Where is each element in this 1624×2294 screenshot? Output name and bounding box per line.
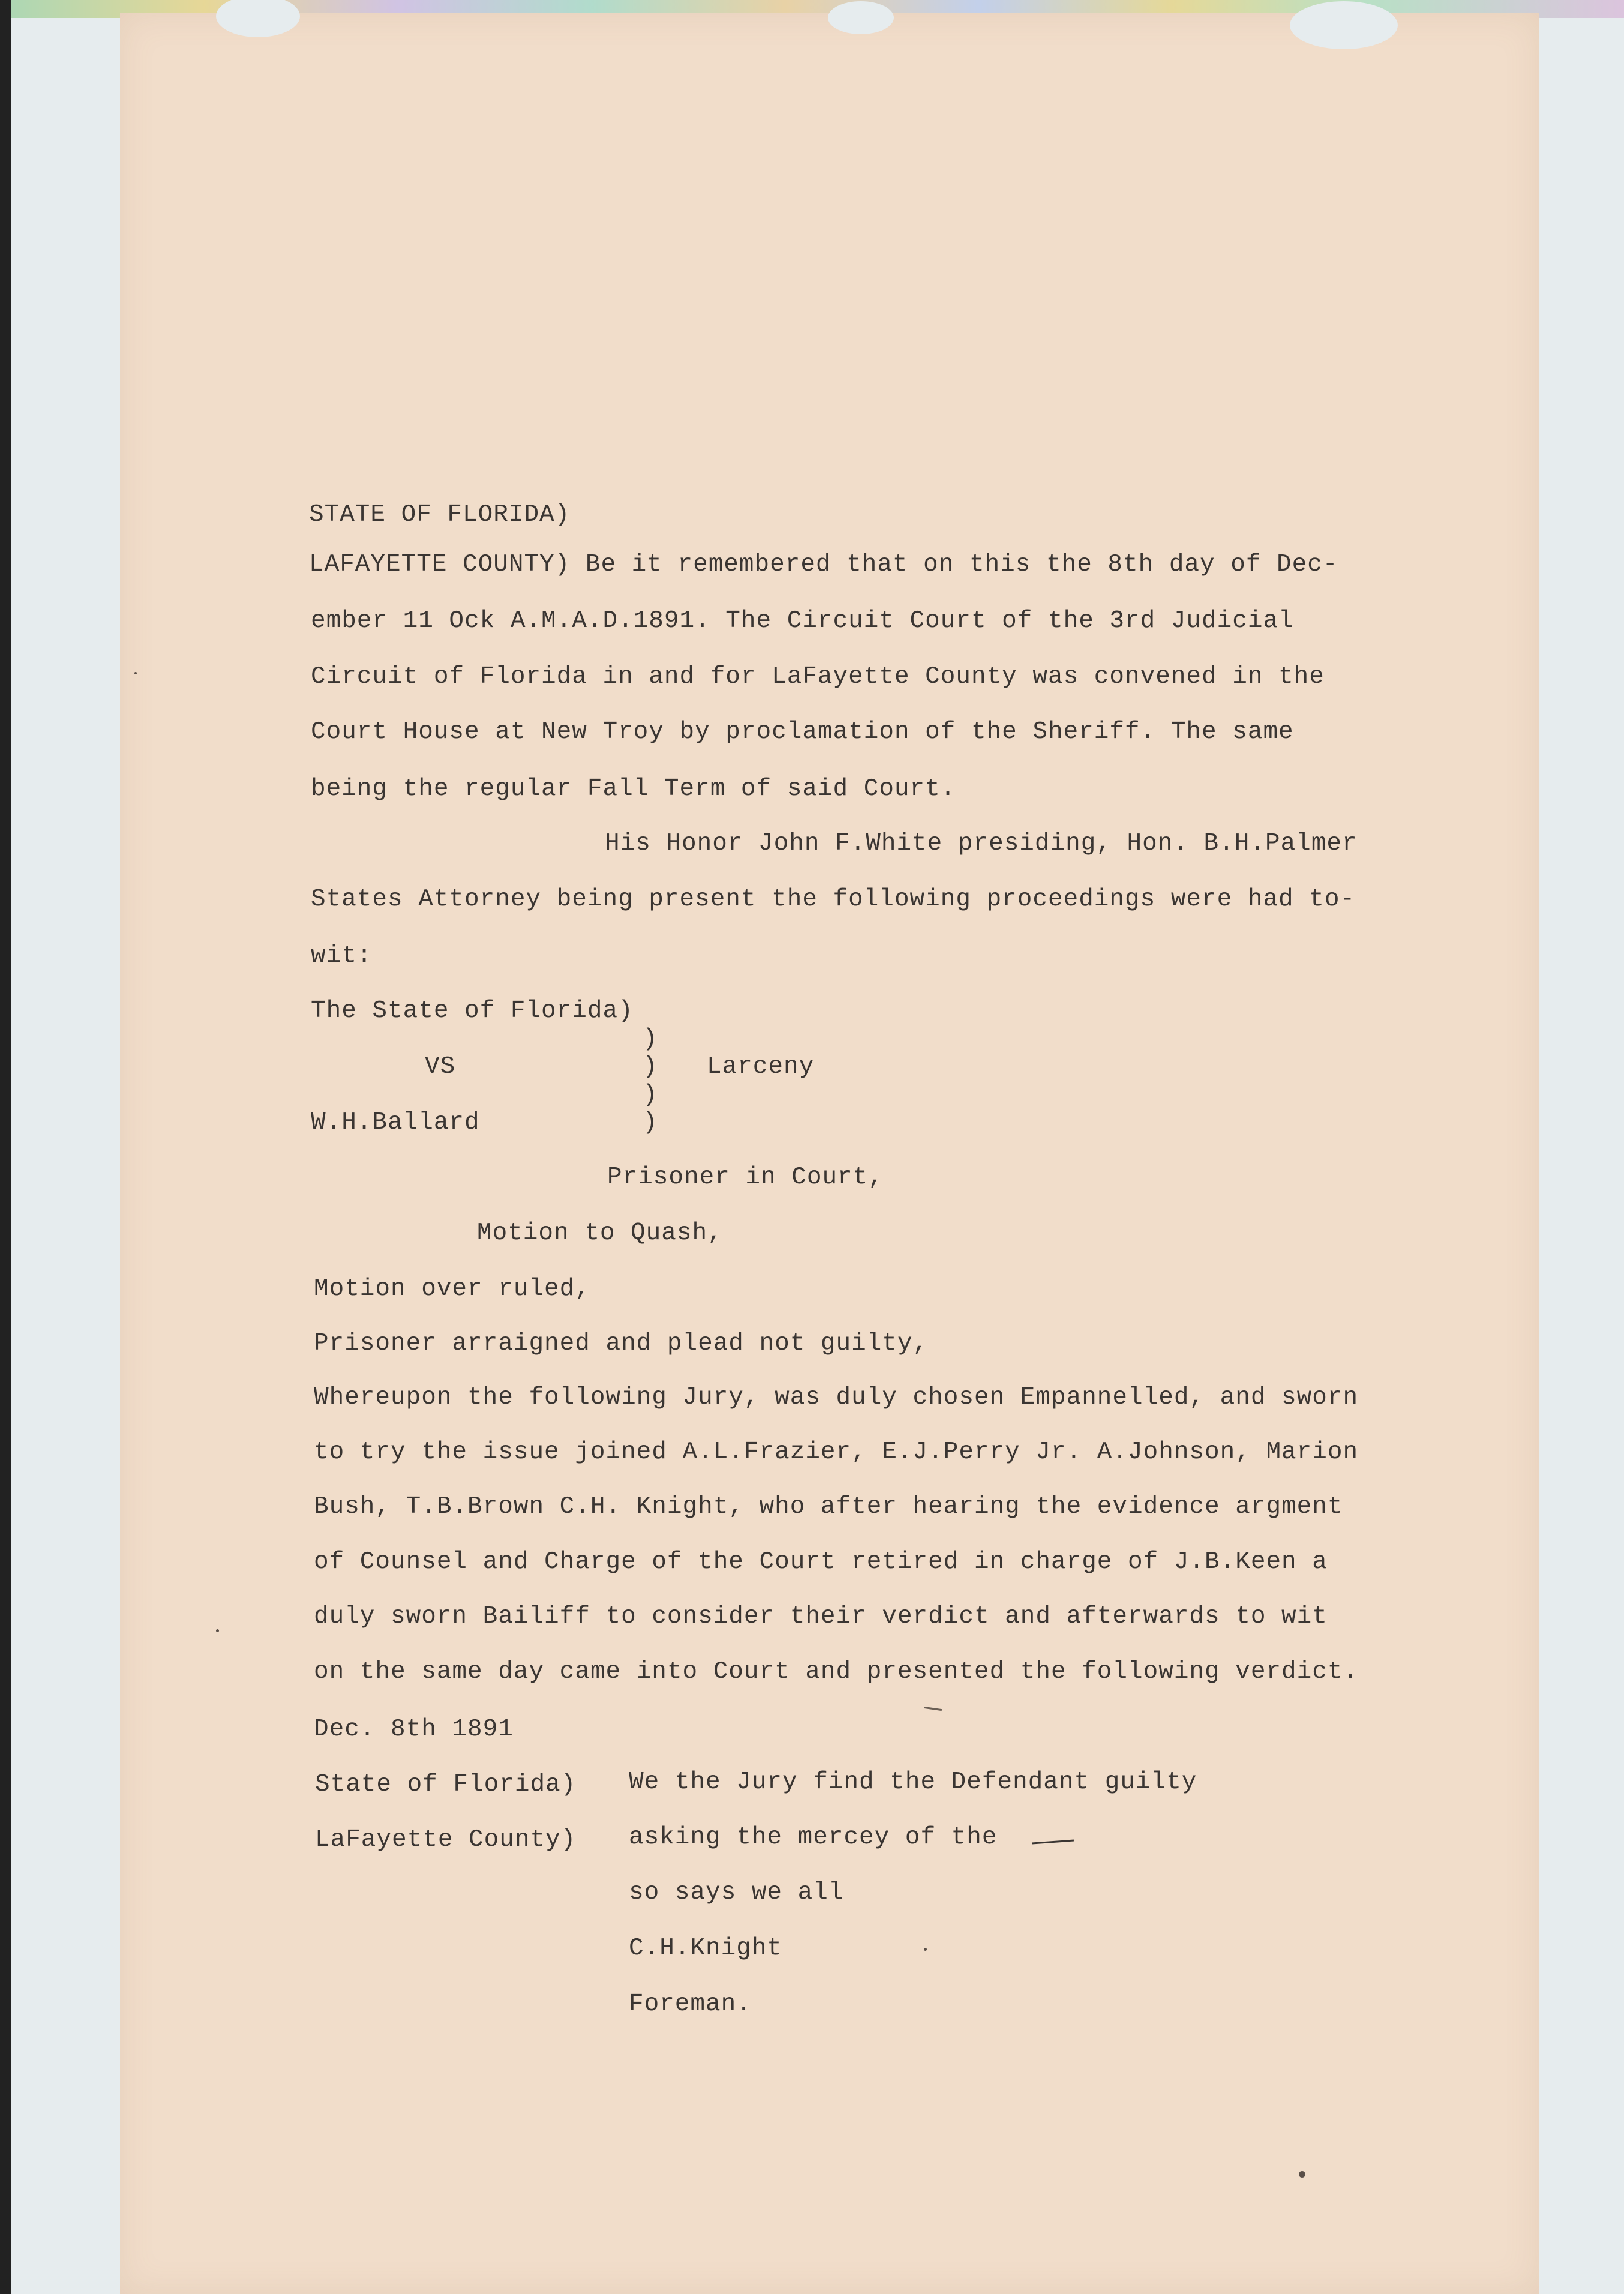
- scan-edge: [0, 0, 11, 2294]
- jury-line: Bush, T.B.Brown C.H. Knight, who after hearing the evidence argment: [314, 1493, 1343, 1521]
- verdict-text: We the Jury find the Defendant guilty: [629, 1768, 1197, 1796]
- case-bracket: ): [643, 1081, 658, 1109]
- intro-line: Circuit of Florida in and for LaFayette County was convened in the: [311, 663, 1325, 691]
- paper-speck: [924, 1948, 927, 1951]
- verdict-state: State of Florida): [315, 1771, 577, 1798]
- intro-line: being the regular Fall Term of said Court.: [311, 775, 956, 803]
- verdict-county: LaFayette County): [315, 1826, 577, 1854]
- proceeding-line: Prisoner in Court,: [607, 1164, 884, 1191]
- presiding-line: wit:: [311, 942, 373, 970]
- paper-speck: [134, 672, 137, 674]
- jury-line: to try the issue joined A.L.Frazier, E.J.Perry Jr. A.Johnson, Marion: [314, 1438, 1359, 1466]
- verdict-date: Dec. 8th 1891: [314, 1716, 514, 1743]
- caption-county-line: LAFAYETTE COUNTY) Be it remembered that on this the 8th day of Dec-: [309, 551, 1338, 578]
- case-charge: Larceny: [707, 1053, 815, 1081]
- paper-tear: [1290, 1, 1398, 49]
- case-bracket: ): [643, 1053, 658, 1081]
- intro-line: Court House at New Troy by proclamation of the Sheriff. The same: [311, 718, 1294, 746]
- paper-tear: [216, 0, 300, 37]
- proceeding-line: Motion to Quash,: [477, 1219, 723, 1247]
- verdict-text: asking the mercey of the: [629, 1824, 998, 1851]
- presiding-line: His Honor John F.White presiding, Hon. B.H.Palmer: [605, 830, 1358, 857]
- caption-state: STATE OF FLORIDA): [309, 501, 571, 529]
- jury-line: duly sworn Bailiff to consider their verdict and afterwards to wit: [314, 1603, 1328, 1630]
- case-bracket: ): [643, 1109, 658, 1136]
- case-versus: VS: [425, 1053, 456, 1081]
- proceeding-line: Motion over ruled,: [314, 1275, 590, 1303]
- paper-speck: [216, 1629, 219, 1632]
- proceeding-line: Prisoner arraigned and plead not guilty,: [314, 1330, 929, 1357]
- jury-line: of Counsel and Charge of the Court retired in charge of J.B.Keen a: [314, 1548, 1328, 1576]
- intro-line: ember 11 Ock A.M.A.D.1891. The Circuit Court of the 3rd Judicial: [311, 607, 1294, 635]
- document-page: [120, 13, 1539, 2294]
- case-plaintiff: The State of Florida): [311, 997, 634, 1025]
- signer-title: Foreman.: [629, 1990, 752, 2018]
- presiding-line: States Attorney being present the following proceedings were had to-: [311, 886, 1356, 913]
- case-defendant: W.H.Ballard: [311, 1109, 480, 1136]
- case-bracket: ): [643, 1025, 658, 1053]
- paper-speck: [1299, 2171, 1305, 2178]
- signer-name: C.H.Knight: [629, 1935, 783, 1962]
- paper-tear: [828, 1, 894, 34]
- verdict-text: so says we all: [629, 1879, 844, 1906]
- jury-line: on the same day came into Court and presented the following verdict.: [314, 1658, 1359, 1686]
- jury-line: Whereupon the following Jury, was duly chosen Empannelled, and sworn: [314, 1384, 1359, 1411]
